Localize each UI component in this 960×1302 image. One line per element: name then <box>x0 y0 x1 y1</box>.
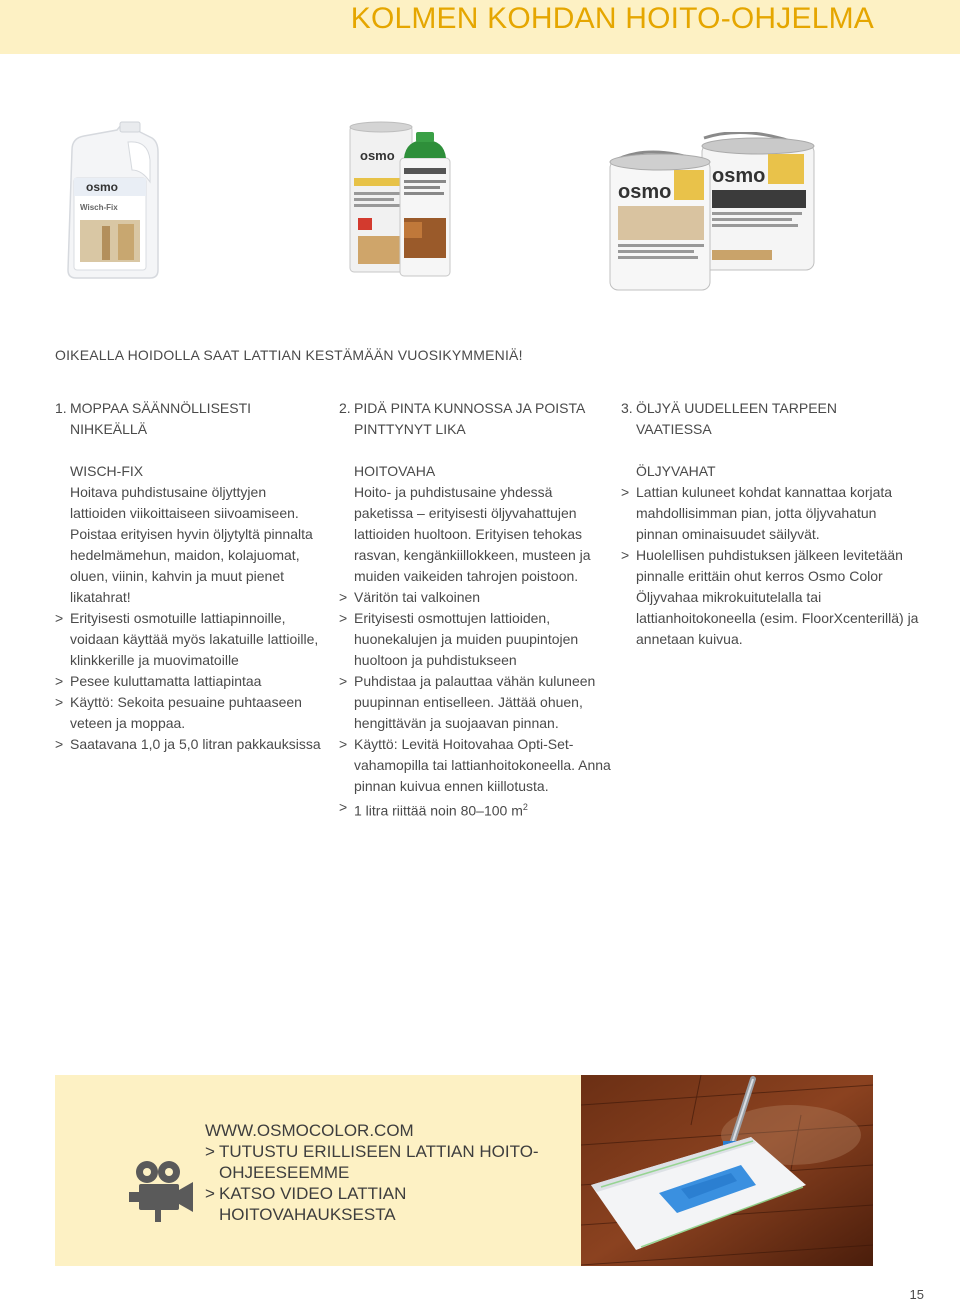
step-number: 3. <box>621 400 633 416</box>
svg-text:osmo: osmo <box>86 180 119 194</box>
product-name: ÖLJYVAHAT <box>636 463 716 479</box>
wisch-fix-bottle-image <box>62 120 162 280</box>
list-item: > Lattian kuluneet kohdat kannattaa korjata mahdollisimman pian, jotta öljyvahatun pinnan ominaisuudet säilyvät. <box>621 484 893 542</box>
list-item: > Pesee kuluttamatta lattiapintaa <box>55 673 262 689</box>
page-number: 15 <box>909 1287 924 1302</box>
care-step-2 <box>339 398 614 822</box>
list-item: > Saatavana 1,0 ja 5,0 litran pakkauksissa <box>55 736 321 752</box>
promo-item-video[interactable]: > KATSO VIDEO LATTIAN HOITOVAHAUKSESTA <box>205 1184 407 1224</box>
care-step-1 <box>55 398 325 755</box>
website-link[interactable]: WWW.OSMOCOLOR.COM <box>205 1121 414 1140</box>
oljyvaha-tins-image <box>608 132 822 292</box>
step-title: ÖLJYÄ UUDELLEEN TARPEEN VAATIESSA <box>636 400 837 437</box>
promo-item-guide[interactable]: > TUTUSTU ERILLISEEN LATTIAN HOITO-OHJEESEEMME <box>205 1142 539 1182</box>
list-item: > 1 litra riittää noin 80–100 $m^2$ <box>339 799 528 819</box>
svg-text:osmo: osmo <box>360 148 395 163</box>
list-item: > Huolellisen puhdistuksen jälkeen levitetään pinnalle erittäin ohut kerros Osmo Color Öljyvahaa mikrokuitutelalla tai lattianhoitokoneella (esim. FloorXcenterillä) ja annetaan kuivua. <box>621 547 919 647</box>
list-item: > Väritön tai valkoinen <box>339 589 481 605</box>
mop-floor-photo <box>581 1075 873 1266</box>
step-heading <box>339 398 614 440</box>
product-description: Hoito- ja puhdistusaine yhdessä paketissa – erityisesti öljyvahattujen lattioiden huoltoon. Erityisen tehokas rasvan, kengänkiillokkeen, musteen ja muiden vaikeiden tahrojen poistoon. <box>354 484 591 584</box>
list-item: > Käyttö: Sekoita pesuaine puhtaaseen veteen ja moppaa. <box>55 694 302 731</box>
step-number: 2. <box>339 400 351 416</box>
svg-text:osmo: osmo <box>712 165 766 187</box>
product-name: WISCH-FIX <box>70 463 144 479</box>
svg-text:osmo: osmo <box>618 181 672 203</box>
hoitovaha-cans-image <box>346 118 456 278</box>
product-name: HOITOVAHA <box>354 463 436 479</box>
care-step-3 <box>621 398 921 650</box>
step-heading <box>55 398 325 440</box>
list-item: > Erityisesti osmotuille lattiapinnoille, voidaan käyttää myös lakatuille lattioille, klinkkerille ja muovimatoille <box>55 610 319 668</box>
step-heading <box>621 398 921 440</box>
intro-text: OIKEALLA HOIDOLLA SAAT LATTIAN KESTÄMÄÄN VUOSIKYMMENIÄ! <box>55 347 523 363</box>
page-title: KOLMEN KOHDAN HOITO-OHJELMA <box>350 2 874 35</box>
product-description: Hoitava puhdistusaine öljyttyjen lattioiden viikoittaiseen siivoamiseen. Poistaa erityisen hyvin öljytyltä pinnalta hedelmämehun, maidon, kolajuomat, oluen, viinin, kahvin ja muut pienet likatahrat! <box>70 484 313 605</box>
step-title: PIDÄ PINTA KUNNOSSA JA POISTA PINTTYNYT LIKA <box>354 400 586 437</box>
list-item: > Puhdistaa ja palauttaa vähän kuluneen puupinnan entiselleen. Jättää ohuen, hengittävän ja suojaavan pinnan. <box>339 673 596 731</box>
svg-text:Wisch-Fix: Wisch-Fix <box>80 203 118 212</box>
list-item: > Käyttö: Levitä Hoitovahaa Opti-Set-vahamopilla tai lattianhoitokoneella. Anna pinnan kuivua ennen kiillotusta. <box>339 736 611 794</box>
promo-box <box>55 1075 581 1266</box>
list-item: > Erityisesti osmottujen lattioiden, huonekalujen ja muiden puupintojen huoltoon ja puhdistukseen <box>339 610 579 668</box>
step-title: MOPPAA SÄÄNNÖLLISESTI NIHKEÄLLÄ <box>70 400 252 437</box>
video-camera-icon <box>127 1160 193 1222</box>
step-number: 1. <box>55 400 67 416</box>
